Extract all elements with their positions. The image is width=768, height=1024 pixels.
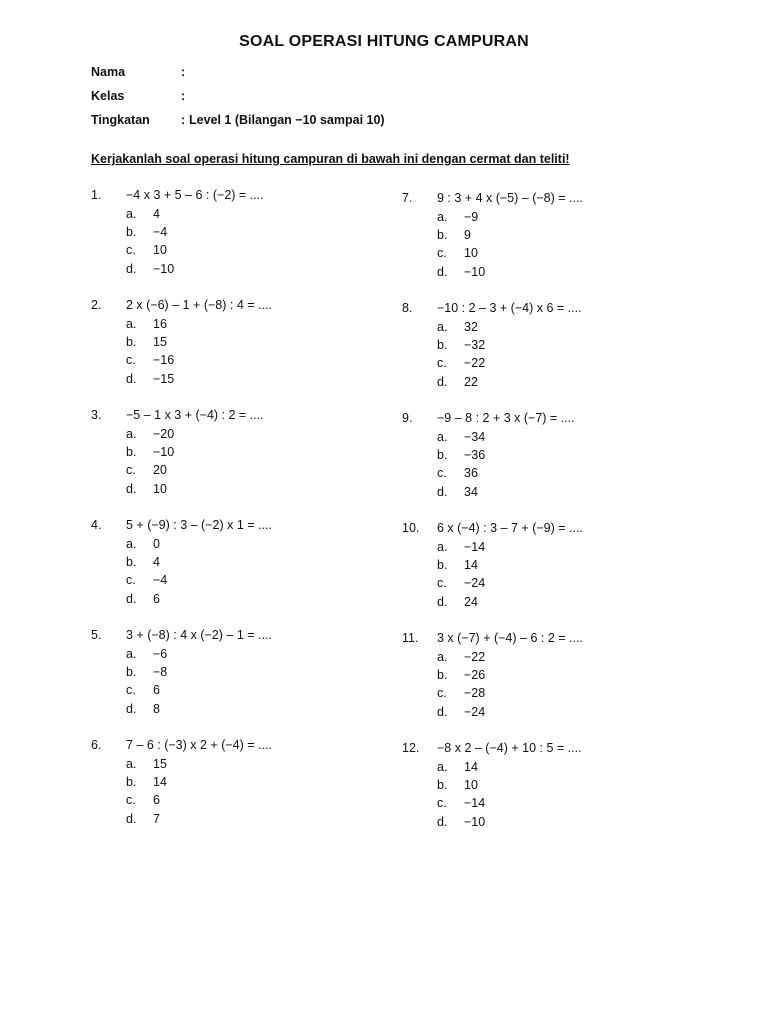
question-item xyxy=(91,738,391,848)
question-number: 8. xyxy=(402,301,413,315)
nama-colon: : xyxy=(181,65,186,79)
option-letter: d. xyxy=(437,375,448,389)
question-item xyxy=(402,631,702,741)
answer-option xyxy=(437,686,485,700)
option-value: −22 xyxy=(464,650,486,664)
option-letter: c. xyxy=(126,573,136,587)
option-letter: b. xyxy=(437,558,448,572)
option-value: −10 xyxy=(464,815,486,829)
option-value: −20 xyxy=(153,427,175,441)
option-value: 8 xyxy=(153,702,160,716)
answer-option xyxy=(437,705,485,719)
option-value: 14 xyxy=(464,558,478,572)
option-value: 10 xyxy=(153,482,167,496)
option-value: 24 xyxy=(464,595,478,609)
option-value: −14 xyxy=(464,796,486,810)
option-letter: a. xyxy=(126,317,137,331)
answer-option xyxy=(437,320,478,334)
option-value: 4 xyxy=(153,555,160,569)
option-value: −9 xyxy=(464,210,479,224)
option-letter: a. xyxy=(437,540,448,554)
option-letter: d. xyxy=(437,595,448,609)
option-letter: a. xyxy=(126,537,137,551)
answer-option xyxy=(126,647,167,661)
option-letter: c. xyxy=(126,463,136,477)
option-letter: c. xyxy=(126,793,136,807)
answer-option xyxy=(126,555,160,569)
option-value: −24 xyxy=(464,705,486,719)
question-number: 5. xyxy=(91,628,102,642)
question-number: 4. xyxy=(91,518,102,532)
option-value: 6 xyxy=(153,592,160,606)
question-text: −9 – 8 : 2 + 3 x (−7) = .... xyxy=(437,411,575,425)
option-letter: b. xyxy=(126,445,137,459)
option-value: −6 xyxy=(153,647,168,661)
question-item xyxy=(402,301,702,411)
answer-option xyxy=(437,815,485,829)
answer-option xyxy=(437,228,471,242)
option-letter: a. xyxy=(437,430,448,444)
option-letter: b. xyxy=(126,775,137,789)
option-letter: c. xyxy=(437,576,447,590)
option-letter: a. xyxy=(126,757,137,771)
answer-option xyxy=(437,246,478,260)
question-text: −10 : 2 – 3 + (−4) x 6 = .... xyxy=(437,301,582,315)
option-letter: c. xyxy=(126,683,136,697)
option-value: −34 xyxy=(464,430,486,444)
question-text: 7 – 6 : (−3) x 2 + (−4) = .... xyxy=(126,738,272,752)
answer-option xyxy=(126,482,167,496)
answer-option xyxy=(437,540,485,554)
option-value: 10 xyxy=(464,778,478,792)
option-letter: b. xyxy=(437,338,448,352)
answer-option xyxy=(126,317,167,331)
question-text: 9 : 3 + 4 x (−5) – (−8) = .... xyxy=(437,191,583,205)
answer-option xyxy=(126,683,160,697)
answer-option xyxy=(437,265,485,279)
option-value: 15 xyxy=(153,335,167,349)
option-letter: b. xyxy=(126,555,137,569)
option-value: −32 xyxy=(464,338,486,352)
option-letter: a. xyxy=(126,427,137,441)
question-number: 10. xyxy=(402,521,420,535)
question-number: 9. xyxy=(402,411,413,425)
option-value: 20 xyxy=(153,463,167,477)
question-number: 6. xyxy=(91,738,102,752)
question-item xyxy=(91,518,391,628)
nama-label: Nama xyxy=(91,65,126,79)
answer-option xyxy=(437,338,485,352)
answer-option xyxy=(126,427,174,441)
option-letter: d. xyxy=(437,705,448,719)
answer-option xyxy=(126,665,167,679)
option-letter: a. xyxy=(437,320,448,334)
answer-option xyxy=(126,225,167,239)
option-letter: a. xyxy=(437,650,448,664)
question-number: 1. xyxy=(91,188,102,202)
answer-option xyxy=(437,650,485,664)
option-letter: d. xyxy=(126,262,137,276)
answer-option xyxy=(437,778,478,792)
answer-option xyxy=(126,207,160,221)
answer-option xyxy=(437,356,485,370)
option-value: −4 xyxy=(153,573,168,587)
question-number: 2. xyxy=(91,298,102,312)
option-letter: c. xyxy=(437,796,447,810)
option-value: −24 xyxy=(464,576,486,590)
answer-option xyxy=(126,353,174,367)
option-value: 7 xyxy=(153,812,160,826)
option-letter: b. xyxy=(437,778,448,792)
question-item xyxy=(91,298,391,408)
answer-option xyxy=(126,335,167,349)
question-text: 3 + (−8) : 4 x (−2) – 1 = .... xyxy=(126,628,272,642)
question-item xyxy=(402,521,702,631)
answer-option xyxy=(437,210,478,224)
option-letter: c. xyxy=(126,243,136,257)
option-value: −4 xyxy=(153,225,168,239)
option-value: 32 xyxy=(464,320,478,334)
option-value: 15 xyxy=(153,757,167,771)
option-letter: c. xyxy=(437,466,447,480)
option-value: 10 xyxy=(464,246,478,260)
option-letter: d. xyxy=(437,815,448,829)
tingkatan-label: Tingkatan xyxy=(91,113,150,127)
option-letter: d. xyxy=(437,265,448,279)
question-number: 12. xyxy=(402,741,420,755)
answer-option xyxy=(126,775,167,789)
option-value: 14 xyxy=(464,760,478,774)
option-value: −15 xyxy=(153,372,175,386)
question-number: 11. xyxy=(402,631,419,645)
answer-option xyxy=(437,595,478,609)
answer-option xyxy=(126,573,167,587)
option-letter: d. xyxy=(126,482,137,496)
question-item xyxy=(402,191,702,301)
option-value: −10 xyxy=(464,265,486,279)
option-value: 34 xyxy=(464,485,478,499)
answer-option xyxy=(437,448,485,462)
answer-option xyxy=(437,668,485,682)
option-value: −22 xyxy=(464,356,486,370)
option-letter: a. xyxy=(437,760,448,774)
option-value: 14 xyxy=(153,775,167,789)
answer-option xyxy=(126,812,160,826)
instruction-text: Kerjakanlah soal operasi hitung campuran di bawah ini dengan cermat dan teliti! xyxy=(91,152,570,166)
answer-option xyxy=(126,702,160,716)
question-item xyxy=(91,188,391,298)
option-value: 0 xyxy=(153,537,160,551)
option-value: −36 xyxy=(464,448,486,462)
answer-option xyxy=(437,760,478,774)
option-letter: b. xyxy=(126,335,137,349)
answer-option xyxy=(126,463,167,477)
option-letter: d. xyxy=(126,372,137,386)
option-letter: b. xyxy=(126,225,137,239)
option-letter: c. xyxy=(437,686,447,700)
option-letter: b. xyxy=(437,228,448,242)
option-letter: a. xyxy=(437,210,448,224)
question-text: 2 x (−6) – 1 + (−8) : 4 = .... xyxy=(126,298,272,312)
tingkatan-colon: : xyxy=(181,113,186,127)
question-number: 7. xyxy=(402,191,413,205)
option-value: 16 xyxy=(153,317,167,331)
answer-option xyxy=(126,243,167,257)
question-item xyxy=(91,408,391,518)
question-item xyxy=(402,411,702,521)
option-letter: b. xyxy=(437,668,448,682)
option-letter: c. xyxy=(437,356,447,370)
kelas-colon: : xyxy=(181,89,186,103)
question-text: −4 x 3 + 5 – 6 : (−2) = .... xyxy=(126,188,264,202)
answer-option xyxy=(126,445,174,459)
question-column-right xyxy=(402,191,702,851)
answer-option xyxy=(437,430,485,444)
question-item xyxy=(402,741,702,851)
option-letter: d. xyxy=(437,485,448,499)
kelas-label: Kelas xyxy=(91,89,125,103)
answer-option xyxy=(437,485,478,499)
option-value: 4 xyxy=(153,207,160,221)
option-letter: c. xyxy=(126,353,136,367)
option-letter: b. xyxy=(126,665,137,679)
tingkatan-value: Level 1 (Bilangan −10 sampai 10) xyxy=(189,113,385,127)
answer-option xyxy=(437,796,485,810)
question-item xyxy=(91,628,391,738)
answer-option xyxy=(126,537,160,551)
option-value: 22 xyxy=(464,375,478,389)
answer-option xyxy=(126,757,167,771)
option-value: 6 xyxy=(153,793,160,807)
option-letter: d. xyxy=(126,702,137,716)
option-value: −10 xyxy=(153,262,175,276)
answer-option xyxy=(126,592,160,606)
question-text: −5 – 1 x 3 + (−4) : 2 = .... xyxy=(126,408,264,422)
option-letter: c. xyxy=(437,246,447,260)
option-value: −14 xyxy=(464,540,486,554)
question-column-left xyxy=(91,188,391,848)
option-value: −16 xyxy=(153,353,175,367)
answer-option xyxy=(437,375,478,389)
answer-option xyxy=(437,558,478,572)
answer-option xyxy=(437,576,485,590)
question-text: −8 x 2 – (−4) + 10 : 5 = .... xyxy=(437,741,582,755)
page-title: SOAL OPERASI HITUNG CAMPURAN xyxy=(239,33,529,50)
option-value: −28 xyxy=(464,686,486,700)
option-value: 9 xyxy=(464,228,471,242)
option-letter: b. xyxy=(437,448,448,462)
answer-option xyxy=(437,466,478,480)
option-value: 10 xyxy=(153,243,167,257)
option-letter: d. xyxy=(126,592,137,606)
option-letter: a. xyxy=(126,647,137,661)
question-text: 6 x (−4) : 3 – 7 + (−9) = .... xyxy=(437,521,583,535)
question-text: 5 + (−9) : 3 – (−2) x 1 = .... xyxy=(126,518,272,532)
answer-option xyxy=(126,262,174,276)
option-value: −10 xyxy=(153,445,175,459)
answer-option xyxy=(126,372,174,386)
option-letter: a. xyxy=(126,207,137,221)
answer-option xyxy=(126,793,160,807)
question-text: 3 x (−7) + (−4) – 6 : 2 = .... xyxy=(437,631,583,645)
option-letter: d. xyxy=(126,812,137,826)
option-value: 6 xyxy=(153,683,160,697)
option-value: −8 xyxy=(153,665,168,679)
option-value: −26 xyxy=(464,668,486,682)
option-value: 36 xyxy=(464,466,478,480)
question-number: 3. xyxy=(91,408,102,422)
